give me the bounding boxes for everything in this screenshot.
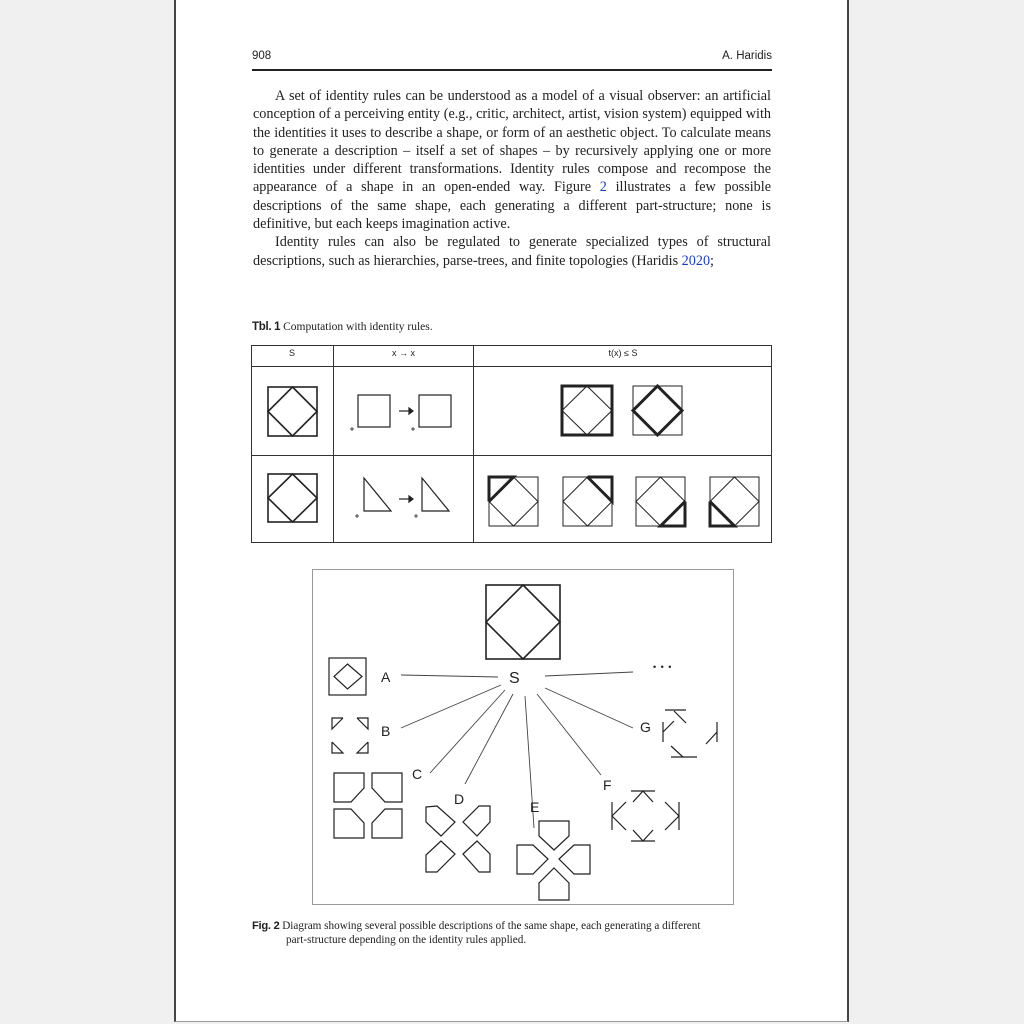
tree-edges: [401, 672, 633, 828]
figure-2-diagram: [312, 569, 734, 905]
branch-label-c: C: [412, 766, 423, 782]
description-tree-diagram: [313, 570, 735, 906]
description-e-icon: [517, 821, 590, 900]
figure-label: Fig. 2: [252, 920, 280, 932]
result-bottom-right-triangle-icon: [636, 477, 685, 526]
paragraph-2-text-a: Identity rules can also be regulated to generate specialized types of structural descriptions, such as hierarchies, parse-trees, and finite topologies (Haridis: [253, 234, 771, 269]
identity-rules-table: [251, 345, 772, 543]
branch-label-g: G: [640, 719, 651, 735]
branch-label-e: E: [530, 799, 540, 815]
result-bottom-left-triangle-icon: [710, 477, 759, 526]
page-number: 908: [252, 50, 272, 62]
result-diamond-icon: [633, 386, 682, 435]
paragraph-1-text-b: illustrates a few possible descriptions of the same shape, each generating a different part-structure; none is definitive, but each keeps imagination active.: [253, 179, 771, 233]
column-header-result: t(x) ≤ S: [608, 348, 638, 358]
paragraph-2-text-b: ;: [710, 252, 714, 269]
shape-s-icon: [268, 387, 317, 436]
table-grid: [251, 345, 772, 543]
figure-caption-line-1: Diagram showing several possible descriptions of the same shape, each generating a different: [282, 920, 701, 932]
shape-s-large-icon: [486, 585, 560, 659]
root-label-s: S: [509, 670, 520, 687]
ellipsis: • • •: [653, 662, 673, 672]
running-header: [252, 50, 772, 70]
body-text: [253, 87, 771, 270]
branch-label-f: F: [603, 777, 612, 793]
paragraph-2: [253, 233, 771, 270]
result-outer-square-icon: [562, 386, 612, 435]
table-label: Tbl. 1: [252, 321, 281, 333]
result-top-left-triangle-icon: [489, 477, 538, 526]
figure-caption-line-2: part-structure depending on the identity rules applied.: [286, 934, 527, 946]
table-caption: [252, 321, 433, 333]
triangle-rule-icon: [355, 478, 449, 518]
header-rule: [252, 69, 772, 71]
square-rule-icon: [350, 395, 451, 431]
table-caption-text: Computation with identity rules.: [283, 321, 433, 333]
column-header-rule: x → x: [391, 348, 415, 358]
figure-2-link[interactable]: 2: [599, 179, 607, 196]
citation-haridis-2020-link[interactable]: 2020: [681, 252, 711, 269]
shape-s-icon: [268, 474, 317, 522]
result-top-right-triangle-icon: [563, 477, 612, 526]
branch-label-a: A: [381, 669, 391, 685]
paragraph-1: [253, 87, 771, 233]
branch-label-b: B: [381, 723, 391, 739]
description-a-icon: [329, 658, 366, 695]
paragraph-1-text-a: A set of identity rules can be understood as a model of a visual observer: an artificial conception of a perceiving entity (e.g., critic, architect, artist, vision system) equipped with the identities it uses to describe a shape, or form of an aesthetic object. To calculate means to generate a description – itself a set of shapes – by recursively applying one or more identities under different transformations. Identity rules compose and recompose the appearance of a shape in an open-ended way. Figure: [253, 88, 771, 196]
branch-label-d: D: [454, 791, 465, 807]
description-d-icon: [426, 806, 490, 872]
description-f-icon: [612, 791, 679, 841]
description-c-icon: [334, 773, 402, 838]
description-b-icon: [332, 718, 368, 753]
description-g-icon: [663, 710, 717, 757]
column-header-s: S: [288, 348, 295, 358]
figure-caption: [252, 919, 752, 947]
running-author: A. Haridis: [722, 50, 772, 62]
